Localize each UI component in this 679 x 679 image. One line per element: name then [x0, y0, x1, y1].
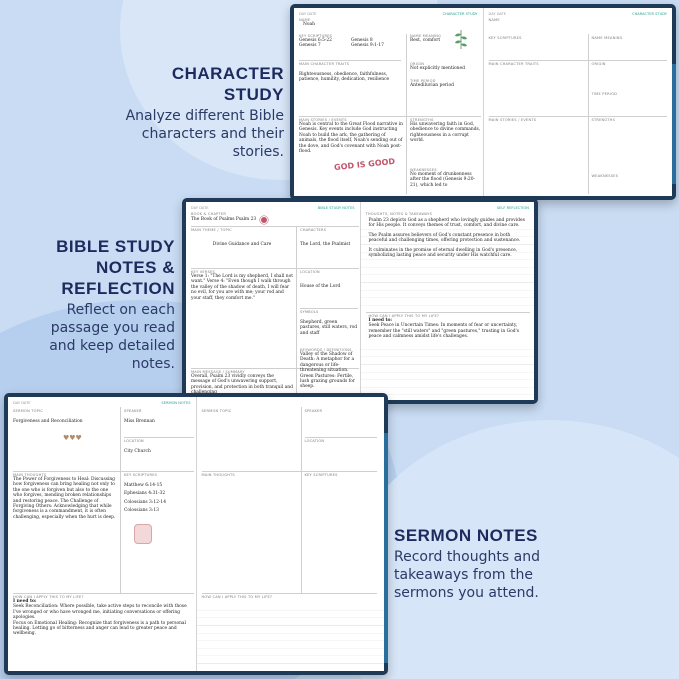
divider [489, 116, 667, 117]
divider [124, 437, 194, 438]
ruled-lines [197, 603, 385, 667]
time-period-label: TIME PERIOD [591, 92, 618, 96]
location-value: House of the Lord [300, 284, 341, 289]
traits-value: Righteousness, obedience, faithfulness, patience, humility, dedication, resilience [299, 72, 390, 83]
divider [366, 312, 530, 313]
god-is-good-sticker: GOD IS GOOD [333, 156, 396, 173]
sermon-topic-value: Forgiveness and Reconciliation [13, 419, 83, 424]
scripture-item: Genesis 6:5-22 [299, 38, 332, 43]
time-period-value: Antediluvian period [410, 83, 454, 89]
scripture-item: Ephesians 4:31-32 [124, 491, 166, 497]
keywords-label: KEYWORDS / DEFINITIONS [300, 348, 352, 352]
name-label: NAME [299, 18, 311, 22]
right-page [483, 8, 673, 196]
divider [191, 226, 359, 227]
scripture-item: Colossians 3:12-14 [124, 499, 166, 505]
stories-label: MAIN STORIES / EVENTS [488, 118, 537, 122]
speaker-label: SPEAKER [124, 409, 142, 413]
divider [202, 593, 377, 594]
apply-item: Seek Reconciliation: Where possible, take active steps to reconcile with those I've wronged or who have wronged me, initiating conversations or offering apologies. [13, 604, 187, 621]
origin-value: Not explicitly mentioned [410, 66, 465, 71]
sermon-caption [394, 525, 564, 602]
left-page [8, 397, 196, 671]
sermon-topic-label: SERMON TOPIC [13, 409, 43, 413]
name-meaning-value: Rest, comfort [410, 38, 441, 43]
sermon-description: Record thoughts and takeaways from the sermons you attend. [394, 549, 540, 601]
page-header: CHARACTER STUDY [442, 12, 478, 16]
main-thoughts-label: MAIN THOUGHTS [13, 473, 47, 477]
summary-label: MAIN MESSAGE / SUMMARY [191, 370, 245, 374]
character-study-description: Analyze different Bible characters and their stories. [125, 108, 284, 160]
scripture-item: Genesis 9:1-17 [351, 43, 384, 49]
location-label: LOCATION [124, 439, 144, 443]
left-page [186, 202, 360, 400]
key-verses-value: Verse 1: "The Lord is my shepherd, I shall not want." Verse 4: "Even though I walk through the valley of the shadow of death, I will fear no evil, for you are with me; your rod and your staff, they comfort me." [191, 274, 293, 301]
column-divider [406, 34, 407, 194]
divider [202, 471, 377, 472]
location-label: LOCATION [300, 270, 320, 274]
speaker-label: SPEAKER [304, 409, 323, 413]
speaker-value: Miss Brennan [124, 419, 155, 424]
main-thoughts-label: MAIN THOUGHTS [201, 473, 235, 477]
column-divider [296, 226, 297, 400]
page-header: CHARACTER STUDY [632, 12, 667, 16]
day-date-label: DAY DATE [488, 12, 507, 16]
thoughts-paragraph: The Psalm assures believers of God's constant presence in both peaceful and challenging times, offering protection and sustenance. [368, 232, 521, 244]
ruled-lines [361, 342, 535, 400]
weaknesses-value: No moment of drunkenness after the flood (Genesis 9:20-21), which led to [410, 172, 476, 188]
notes-caption [40, 236, 175, 373]
key-scriptures-label: KEY SCRIPTURES [124, 473, 158, 477]
keywords-value: Valley of the Shadow of Death: A metaphor for a dangerous or life-threatening situation. Green Pastures: Fertile, lush grazing grounds for sheep. [300, 352, 356, 390]
column-divider [588, 34, 589, 194]
apply-intro: I need to: [368, 318, 393, 323]
apply-item: Seek Peace in Uncertain Times: In moments of fear or uncertainty, remember the "still waters" and "green pastures," trusting in God's peace and calmness amidst life's challenges. [368, 323, 519, 340]
thoughts-label: THOUGHTS, NOTES & TAKEAWAYS [365, 212, 433, 216]
strengths-value: His unwavering faith in God, obedience to divine commands, righteousness in a corrupt world. [410, 122, 481, 144]
stories-value: Noah is central to the Great Flood narrative in Genesis. Key events include God instructing Noah to build the ark, the gathering of animals, the flood itself, Noah's sending out of the dove, and God's covenant with Noah post-flood. [299, 122, 403, 155]
strengths-label: STRENGTHS [591, 118, 616, 122]
hearts-sticker-icon: ♥♥♥ [63, 434, 82, 443]
sermon-title: SERMON NOTES [394, 526, 538, 545]
journal-spread [294, 8, 672, 196]
column-divider [301, 407, 302, 593]
sermon-notes-journal [4, 393, 388, 675]
characters-label: CHARACTERS [300, 228, 327, 232]
divider [13, 593, 194, 594]
traits-label: MAIN CHARACTER TRAITS [299, 62, 350, 66]
scripture-item: Genesis 7 [299, 43, 321, 49]
traits-label: MAIN CHARACTER TRAITS [488, 62, 539, 66]
page-header: SERMON NOTES [161, 401, 191, 405]
weaknesses-label: WEAKNESSES [591, 174, 619, 178]
divider [13, 471, 194, 472]
notes-description: Reflect on each passage you read and keep detailed notes. [49, 302, 175, 372]
stories-label: MAIN STORIES / EVENTS [299, 118, 347, 122]
day-date-label: DAY DATE [299, 12, 317, 16]
journal-sticker-icon [134, 524, 152, 544]
scripture-item: Genesis 8 [351, 38, 373, 43]
main-thoughts-value: The Power of Forgiveness to Heal: Discussing how forgiveness can bring healing not only to the one who is forgiven but also to the one who forgives, mending broken relationships and restoring peace. The Challenge of Forgiving Others: Acknowledging that while forgiveness is a commandment, it is often challenging, especially when the hurt is deep. [13, 477, 116, 520]
divider [191, 268, 359, 269]
name-label: NAME [488, 18, 500, 22]
apply-item: Focus on Emotional Healing: Recognize that forgiveness is a path to personal healing. Letting go of bitterness and anger can lead to greater peace and wellbeing. [13, 620, 186, 637]
apply-label: HOW CAN I APPLY THIS TO MY LIFE? [368, 314, 440, 318]
summary-value: Overall, Psalm 23 vividly conveys the message of God's unwavering support, provision, and protection in both tranquil and [191, 374, 293, 390]
bible-study-notes-journal [182, 198, 538, 404]
character-study-title: CHARACTER STUDY [171, 64, 284, 104]
book-chapter-value: The Book of Psalms Psalm 23 [191, 217, 257, 223]
origin-label: ORIGIN [410, 62, 425, 66]
key-scriptures-label: KEY SCRIPTURES [304, 473, 338, 477]
divider [489, 60, 667, 61]
left-page [294, 8, 483, 196]
key-scriptures-label: KEY SCRIPTURES [299, 34, 333, 38]
divider [305, 437, 377, 438]
day-date-label: DAY DATE [13, 401, 31, 405]
divider [300, 308, 358, 309]
right-page [360, 202, 535, 400]
journal-spread [186, 202, 534, 400]
characters-value: The Lord, the Psalmist [300, 242, 351, 247]
name-meaning-label: NAME MEANING [410, 34, 442, 38]
day-date-label: DAY DATE [191, 206, 209, 210]
character-study-caption [108, 63, 284, 161]
character-study-journal [290, 4, 676, 200]
flower-sticker-icon [260, 216, 268, 224]
name-value: Noah [303, 22, 315, 27]
symbols-label: SYMBOLS [300, 310, 319, 314]
thoughts-paragraph: It culminates in the promise of eternal dwelling in God's presence, symbolizing lasting peace and security under His watchful care. [368, 247, 518, 259]
right-page [196, 397, 385, 671]
page-header: SELF REFLECTION [496, 206, 529, 210]
apply-label: HOW CAN I APPLY THIS TO MY LIFE? [201, 595, 273, 599]
name-meaning-label: NAME MEANING [591, 36, 623, 40]
scripture-item: Colossians 3:13 [124, 508, 159, 514]
theme-label: MAIN THEME / TOPIC [191, 228, 232, 232]
divider [299, 116, 481, 117]
location-label: LOCATION [304, 439, 325, 443]
thoughts-paragraph: Psalm 23 depicts God as a shepherd who lovingly guides and provides for His people. It conveys themes of trust, comfort, and divine care. [368, 218, 525, 229]
notes-title: BIBLE STUDY NOTES & REFLECTION [56, 237, 175, 298]
theme-value: Divine Guidance and Care [212, 242, 272, 247]
weaknesses-label: WEAKNESSES [410, 168, 437, 172]
column-divider [120, 407, 121, 593]
symbols-value: Shepherd, green pastures, still waters, rod and staff [300, 320, 358, 336]
book-chapter-label: BOOK & CHAPTER [191, 212, 227, 216]
page-header: BIBLE STUDY NOTES [317, 206, 355, 210]
leaf-sticker-icon [452, 28, 470, 50]
strengths-label: STRENGTHS [410, 118, 434, 122]
scripture-item: Matthew 6:14-15 [124, 483, 163, 488]
origin-label: ORIGIN [591, 62, 606, 66]
sermon-topic-label: SERMON TOPIC [201, 409, 232, 413]
apply-label: HOW CAN I APPLY THIS TO MY LIFE? [13, 595, 84, 599]
time-period-label: TIME PERIOD [410, 79, 436, 84]
apply-intro: I need to: [13, 599, 37, 604]
divider [299, 60, 401, 61]
key-scriptures-label: KEY SCRIPTURES [488, 36, 522, 40]
key-verses-label: KEY VERSES [191, 270, 216, 274]
location-value: City Church [124, 449, 151, 454]
journal-spread [8, 397, 384, 671]
